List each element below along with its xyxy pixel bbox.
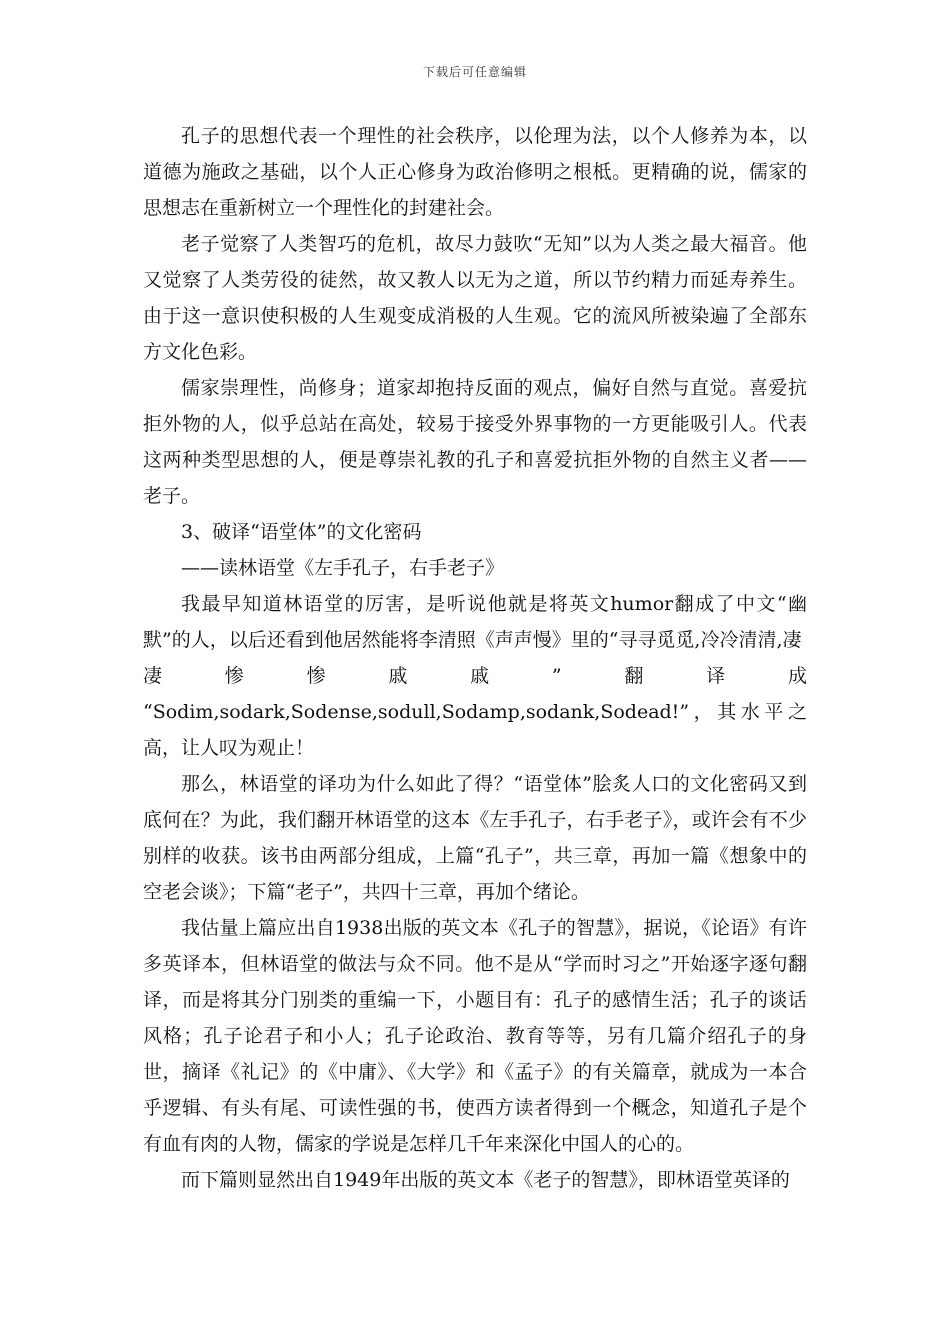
paragraph-confucian-vs-taoist: 儒家崇理性，尚修身；道家却抱持反面的观点，偏好自然与直觉。喜爱抗拒外物的人，似乎总站在高处，较易于接受外界事物的一方更能吸引人。代表这两种类型思想的人，便是尊崇礼教的孔子和喜爱抗拒外物的自然主义者——老子。 [143, 377, 807, 507]
spread-char: 惨 [224, 665, 244, 687]
paragraph-wisdom-of-confucius: 我估量上篇应出自1938出版的英文本《孔子的智慧》，据说，《论语》有许多英译本，但林语堂的做法与众不同。他不是从“学而时习之”开始逐字逐句翻译，而是将其分门别类的重编一下，小题目有：孔子的感情生活；孔子的谈话风格；孔子论君子和小人；孔子论政治、教育等等，另有几篇介绍孔子的身世，摘译《礼记》的《中庸》、《大学》和《孟子》的有关篇章，就成为一本合乎逻辑、有头有尾、可读性强的书，使西方读者得到一个概念，知道孔子是个有血有肉的人物，儒家的学说是怎样几千年来深化中国人的心的。 [143, 917, 807, 1155]
spread-char: 戚 [470, 665, 490, 687]
paragraph-laozi-thought: 老子觉察了人类智巧的危机，故尽力鼓吹“无知”以为人类之最大福音。他又觉察了人类劳役的徒然，故又教人以无为之道，所以节约精力而延寿养生。由于这一意识使积极的人生观变成消极的人生观。它的流风所被染遍了全部东方文化色彩。 [143, 233, 807, 363]
section-subheading: ——读林语堂《左手孔子，右手老子》 [181, 557, 505, 579]
paragraph-cultural-code: 那么，林语堂的译功为什么如此了得？“语堂体”脍炙人口的文化密码又到底何在？为此，我们翻开林语堂的这本《左手孔子，右手老子》，或许会有不少别样的收获。该书由两部分组成，上篇“孔子”，共三章，再加一篇《想象中的空老会谈》；下篇“老子”，共四十三章，再加个绪论。 [143, 773, 807, 903]
paragraph-humor-translation: 我最早知道林语堂的厉害，是听说他就是将英文humor翻成了中文“幽默”的人，以后还看到他居然能将李清照《声声慢》里的“寻寻觅觅,冷冷清清,凄 [143, 593, 807, 651]
spread-char: 译 [706, 665, 726, 687]
paragraph-wisdom-of-laozi: 而下篇则显然出自1949年出版的英文本《老子的智慧》，即林语堂英译的 [181, 1169, 790, 1191]
paragraph-humor-spread-line [143, 658, 807, 694]
page-header: 下载后可任意编辑 [422, 65, 527, 79]
spread-char: 凄 [143, 665, 163, 687]
spread-char: 戚 [388, 665, 408, 687]
spread-char: 惨 [306, 665, 326, 687]
spread-char: 成 [787, 665, 807, 687]
spread-char: ” [551, 665, 562, 687]
document-body [143, 118, 807, 1198]
section-heading: 3、破译“语堂体”的文化密码 [181, 521, 422, 543]
paragraph-confucius-thought: 孔子的思想代表一个理性的社会秩序，以伦理为法，以个人修养为本，以道德为施政之基础，以个人正心修身为政治修明之根柢。更精确的说，儒家的思想志在重新树立一个理性化的封建社会。 [143, 125, 807, 219]
paragraph-humor-tail: “Sodim,sodark,Sodense,sodull,Sodamp,sodank,Sodead!”，其水平之高，让人叹为观止！ [143, 701, 807, 759]
spread-char: 翻 [624, 665, 644, 687]
